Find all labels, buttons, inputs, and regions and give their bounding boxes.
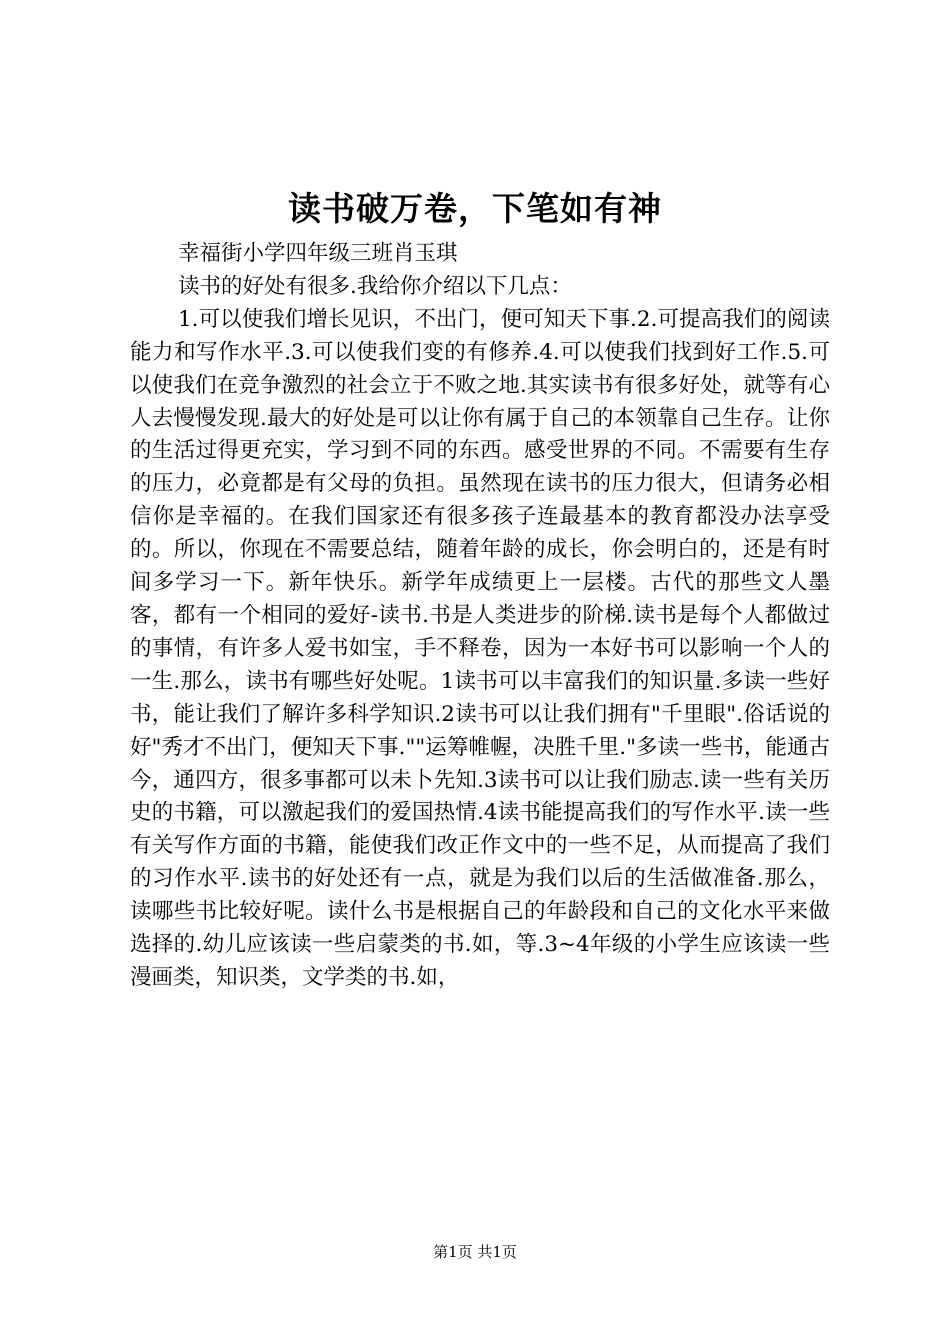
main-paragraph: 1.可以使我们增长见识，不出门，便可知天下事.2.可提高我们的阅读能力和写作水平.3.可以使我们变的有修养.4.可以使我们找到好工作.5.可以使我们在竞争激烈的社会立于不败之地.其实读书有很多好处，就等有心人去慢慢发现.最大的好处是可以让你有属于自己的本领靠自己生存。让你的生活过得更充实，学习到不同的东西。感受世界的不同。不需要有生存的压力，必竟都是有父母的负担。虽然现在读书的压力很大，但请务必相信你是幸福的。在我们国家还有很多孩子连最基本的教育都没办法享受的。所以，你现在不需要总结，随着年龄的成长，你会明白的，还是有时间多学习一下。新年快乐。新学年成绩更上一层楼。古代的那些文人墨客，都有一个相同的爱好-读书.书是人类进步的阶梯.读书是每个人都做过的事情，有许多人爱书如宝，手不释卷，因为一本好书可以影响一个人的一生.那么，读书有哪些好处呢。1读书可以丰富我们的知识量.多读一些好书，能让我们了解许多科学知识.2读书可以让我们拥有"千里眼".俗话说的好"秀才不出门，便知天下事.""运筹帷幄，决胜千里."多读一些书，能通古今，通四方，很多事都可以未卜先知.3读书可以让我们励志.读一些有关历史的书籍，可以激起我们的爱国热情.4读书能提高我们的写作水平.读一些有关写作方面的书籍，能使我们改正作文中的一些不足，从而提高了我们的习作水平.读书的好处还有一点，就是为我们以后的生活做准备.那么，读哪些书比较好呢。读什么书是根据自己的年龄段和自己的文化水平来做选择的.幼儿应该读一些启蒙类的书.如，等.3~4年级的小学生应该读一些漫画类，知识类，文学类的书.如， bbox=[130, 306, 830, 990]
page-footer: 第1页 共1页 bbox=[433, 1243, 517, 1261]
document-title: 读书破万卷，下笔如有神 bbox=[288, 189, 662, 228]
intro-line: 读书的好处有很多.我给你介绍以下几点： bbox=[178, 273, 572, 299]
document-body bbox=[130, 238, 830, 995]
author-line: 幸福街小学四年级三班肖玉琪 bbox=[178, 241, 458, 266]
